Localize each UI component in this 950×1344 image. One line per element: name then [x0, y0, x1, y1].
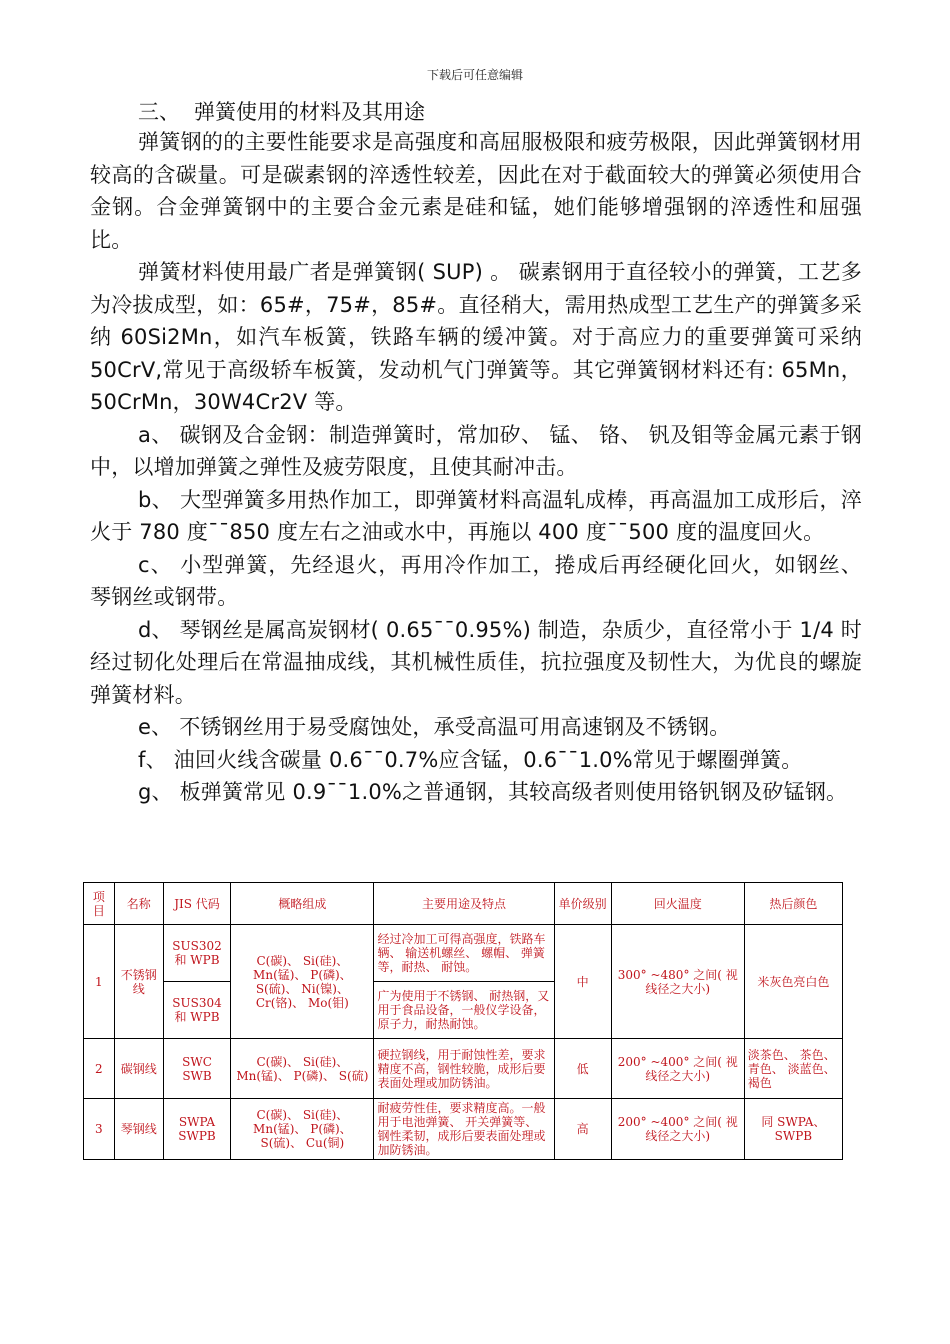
- color-cell: 淡茶色、 茶色、 青色、 淡蓝色、 褐色: [744, 1039, 842, 1099]
- section-number: 三、: [138, 100, 180, 124]
- section-title-text: 弹簧使用的材料及其用途: [194, 100, 425, 124]
- paragraph: 弹簧材料使用最广者是弹簧钢( SUP) 。 碳素钢用于直径较小的弹簧，工艺多为冷拔成型，如：65#，75#，85#。直径稍大，需用热成型工艺生产的弹簧多采纳 60Si2Mn，如汽车板簧，铁路车辆的缓冲簧。对于高应力的重要弹簧可采纳 50CrV,常见于高级轿车板簧，发动机气门弹簧等。其它弹簧钢材料还有: 65Mn，50CrMn，30W4Cr2V 等。: [90, 260, 862, 414]
- table-header-cell: 主要用途及特点: [374, 883, 554, 925]
- body-text: [90, 126, 862, 809]
- price-cell: 中: [554, 925, 611, 1039]
- paragraph: a、 碳钢及合金钢：制造弹簧时，常加矽、 锰、 铬、 钒及钼等金属元素于钢中，以增加弹簧之弹性及疲劳限度，且使其耐冲击。: [90, 422, 862, 479]
- paragraph: c、 小型弹簧，先经退火，再用冷作加工，捲成后再经硬化回火，如钢丝、 琴钢丝或钢带。: [90, 552, 862, 609]
- name-cell: 琴钢线: [114, 1099, 163, 1160]
- table-row: [84, 1039, 843, 1099]
- paragraph: g、 板弹簧常见 0.9¯¯1.0%之普通钢，其较高级者则使用铬钒钢及矽锰钢。: [138, 780, 848, 804]
- table-header-cell: 概略组成: [231, 883, 374, 925]
- temper-cell: 200° ~400° 之间( 视线径之大小): [611, 1099, 744, 1160]
- code-cell: SUS302 和 WPB: [163, 925, 231, 982]
- name-cell: 不锈钢线: [114, 925, 163, 1039]
- item-cell: 1: [84, 925, 115, 1039]
- code-cell: SUS304 和 WPB: [163, 982, 231, 1039]
- use-cell: 广为使用于不锈钢、 耐热钢，又用于食品设备，一般仪学设备，原子力，耐热耐蚀。: [374, 982, 554, 1039]
- use-cell: 耐疲劳性佳，要求精度高。一般用于电池弹簧、 开关弹簧等、 钢性柔韧，成形后要表面处理或加防锈油。: [374, 1099, 554, 1160]
- name-cell: 碳钢线: [114, 1039, 163, 1099]
- price-cell: 低: [554, 1039, 611, 1099]
- table-header-row: [84, 883, 843, 925]
- temper-cell: 200° ~400° 之间( 视线径之大小): [611, 1039, 744, 1099]
- table-header-cell: 热后颜色: [744, 883, 842, 925]
- item-cell: 2: [84, 1039, 115, 1099]
- table-header-cell: 名称: [114, 883, 163, 925]
- section-title: [138, 96, 425, 126]
- composition-cell: C(碳)、 Si(硅)、 Mn(锰)、 P(磷)、 S(硫): [231, 1039, 374, 1099]
- composition-cell: C(碳)、 Si(硅)、 Mn(锰)、 P(磷)、 S(硫)、 Ni(镍)、 Cr(铬)、 Mo(钼): [231, 925, 374, 1039]
- table-header-cell: 回火温度: [611, 883, 744, 925]
- composition-cell: C(碳)、 Si(硅)、 Mn(锰)、 P(磷)、 S(硫)、 Cu(铜): [231, 1099, 374, 1160]
- table-row: [84, 1099, 843, 1160]
- paragraph: e、 不锈钢丝用于易受腐蚀处，承受高温可用高速钢及不锈钢。: [138, 715, 731, 739]
- code-cell: SWPA SWPB: [163, 1099, 231, 1160]
- spring-material-table: [83, 882, 843, 1160]
- table-header-cell: 单价级别: [554, 883, 611, 925]
- item-cell: 3: [84, 1099, 115, 1160]
- table-header-cell: JIS 代码: [163, 883, 231, 925]
- color-cell: 米灰色亮白色: [744, 925, 842, 1039]
- use-cell: 经过冷加工可得高强度，铁路车辆、 输送机螺丝、 螺帽、 弹簧等，耐热、 耐蚀。: [374, 925, 554, 982]
- paragraph: b、 大型弹簧多用热作加工，即弹簧材料高温轧成棒，再高温加工成形后，淬火于 780 度¯¯850 度左右之油或水中，再施以 400 度¯¯500 度的温度回火。: [90, 487, 862, 544]
- price-cell: 高: [554, 1099, 611, 1160]
- table-row: [84, 925, 843, 982]
- paragraph: d、 琴钢丝是属高炭钢材( 0.65¯¯0.95%) 制造，杂质少，直径常小于 1/4 时经过韧化处理后在常温抽成线，其机械性质佳，抗拉强度及韧性大，为优良的螺旋弹簧材料。: [90, 617, 862, 707]
- header-note: 下载后可任意编辑: [426, 68, 523, 82]
- use-cell: 硬拉钢线，用于耐蚀性差，要求精度不高，钢性较脆，成形后要表面处理或加防锈油。: [374, 1039, 554, 1099]
- table-header-cell: 项目: [84, 883, 115, 925]
- temper-cell: 300° ~480° 之间( 视线径之大小): [611, 925, 744, 1039]
- paragraph: f、 油回火线含碳量 0.6¯¯0.7%应含锰，0.6¯¯1.0%常见于螺圈弹簧。: [138, 747, 803, 772]
- paragraph: 弹簧钢的的主要性能要求是高强度和高屈服极限和疲劳极限，因此弹簧钢材用较高的含碳量。可是碳素钢的淬透性较差，因此在对于截面较大的弹簧必须使用合金钢。合金弹簧钢中的主要合金元素是硅和锰，她们能够增强钢的淬透性和屈强比。: [90, 130, 862, 252]
- color-cell: 同 SWPA、 SWPB: [744, 1099, 842, 1160]
- code-cell: SWC SWB: [163, 1039, 231, 1099]
